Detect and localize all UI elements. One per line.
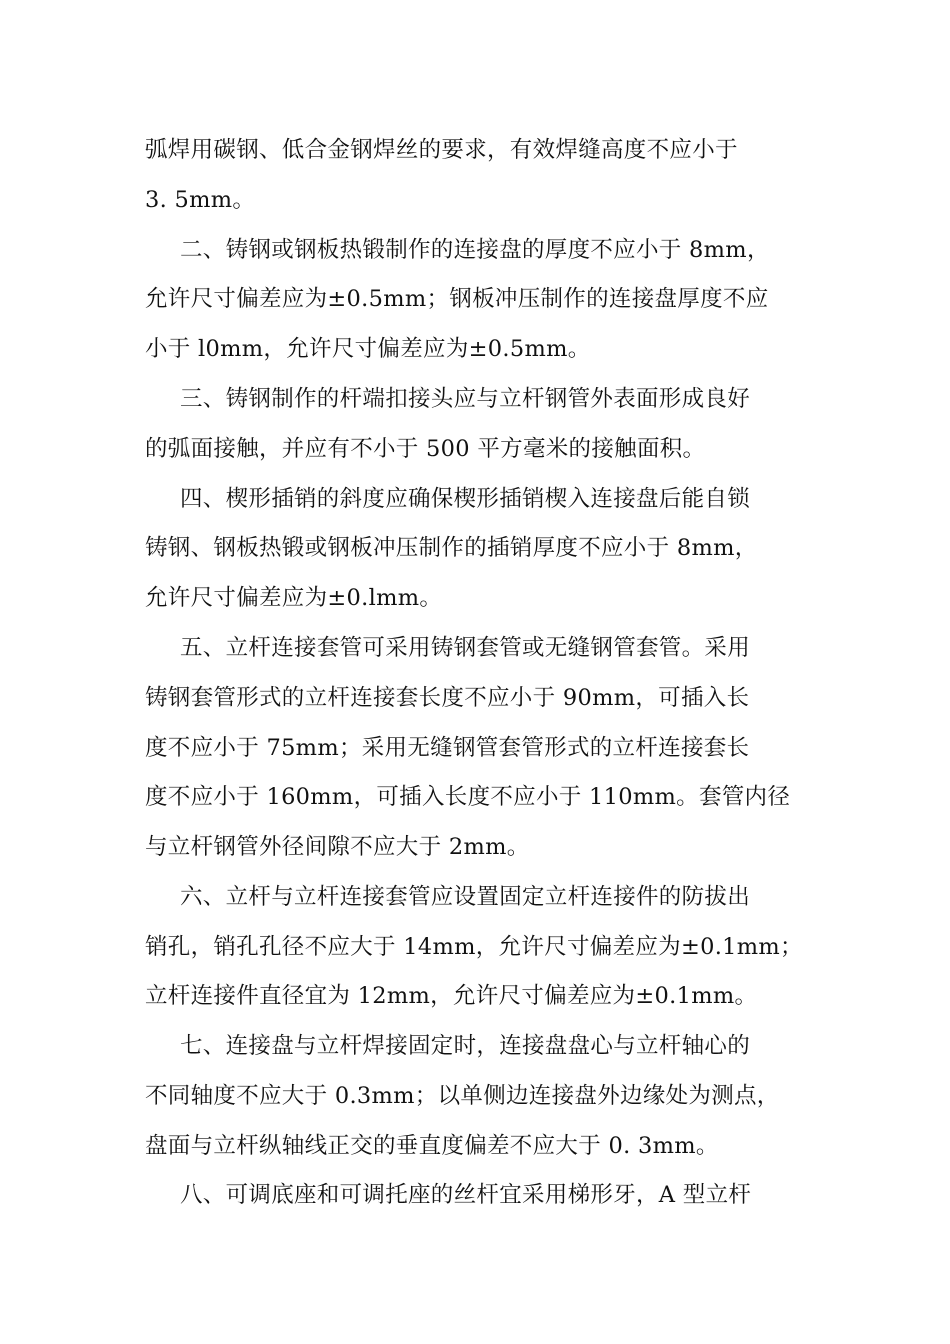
text-line: 不同轴度不应大于 0.3mm；以单侧边连接盘外边缘处为测点， [145,1083,780,1109]
text-line: 铸钢套管形式的立杆连接套长度不应小于 90mm，可插入长 [145,685,750,711]
text-line: 销孔，销孔孔径不应大于 14mm，允许尺寸偏差应为±0.1mm； [145,934,803,960]
text-line: 度不应小于 160mm，可插入长度不应小于 110mm。套管内径 [145,784,791,810]
text-line: 与立杆钢管外径间隙不应大于 2mm。 [145,834,530,860]
text-line: 3. 5mm。 [145,187,256,213]
paragraph-2-start: 二、铸钢或钢板热锻制作的连接盘的厚度不应小于 8mm， [180,237,770,263]
text-line: 立杆连接件直径宜为 12mm，允许尺寸偏差应为±0.1mm。 [145,983,758,1009]
paragraph-3-start: 三、铸钢制作的杆端扣接头应与立杆钢管外表面形成良好 [180,386,751,412]
text-line: 允许尺寸偏差应为±0.5mm；钢板冲压制作的连接盘厚度不应 [145,286,769,312]
paragraph-4-start: 四、楔形插销的斜度应确保楔形插销楔入连接盘后能自锁 [180,486,751,512]
text-line: 允许尺寸偏差应为±0.lmm。 [145,585,443,611]
paragraph-7-start: 七、连接盘与立杆焊接固定时，连接盘盘心与立杆轴心的 [180,1033,751,1059]
text-line: 的弧面接触，并应有不小于 500 平方毫米的接触面积。 [145,436,706,462]
text-line: 小于 l0mm，允许尺寸偏差应为±0.5mm。 [145,336,591,362]
text-line: 度不应小于 75mm；采用无缝钢管套管形式的立杆连接套长 [145,735,750,761]
paragraph-6-start: 六、立杆与立杆连接套管应设置固定立杆连接件的防拔出 [180,884,751,910]
text-line: 盘面与立杆纵轴线正交的垂直度偏差不应大于 0. 3mm。 [145,1133,719,1159]
text-line: 弧焊用碳钢、低合金钢焊丝的要求，有效焊缝高度不应小于 [145,137,738,163]
text-line: 铸钢、钢板热锻或钢板冲压制作的插销厚度不应小于 8mm， [145,535,758,561]
paragraph-5-start: 五、立杆连接套管可采用铸钢套管或无缝钢管套管。采用 [180,635,751,661]
paragraph-8-start: 八、可调底座和可调托座的丝杆宜采用梯形牙，A 型立杆 [180,1182,752,1208]
